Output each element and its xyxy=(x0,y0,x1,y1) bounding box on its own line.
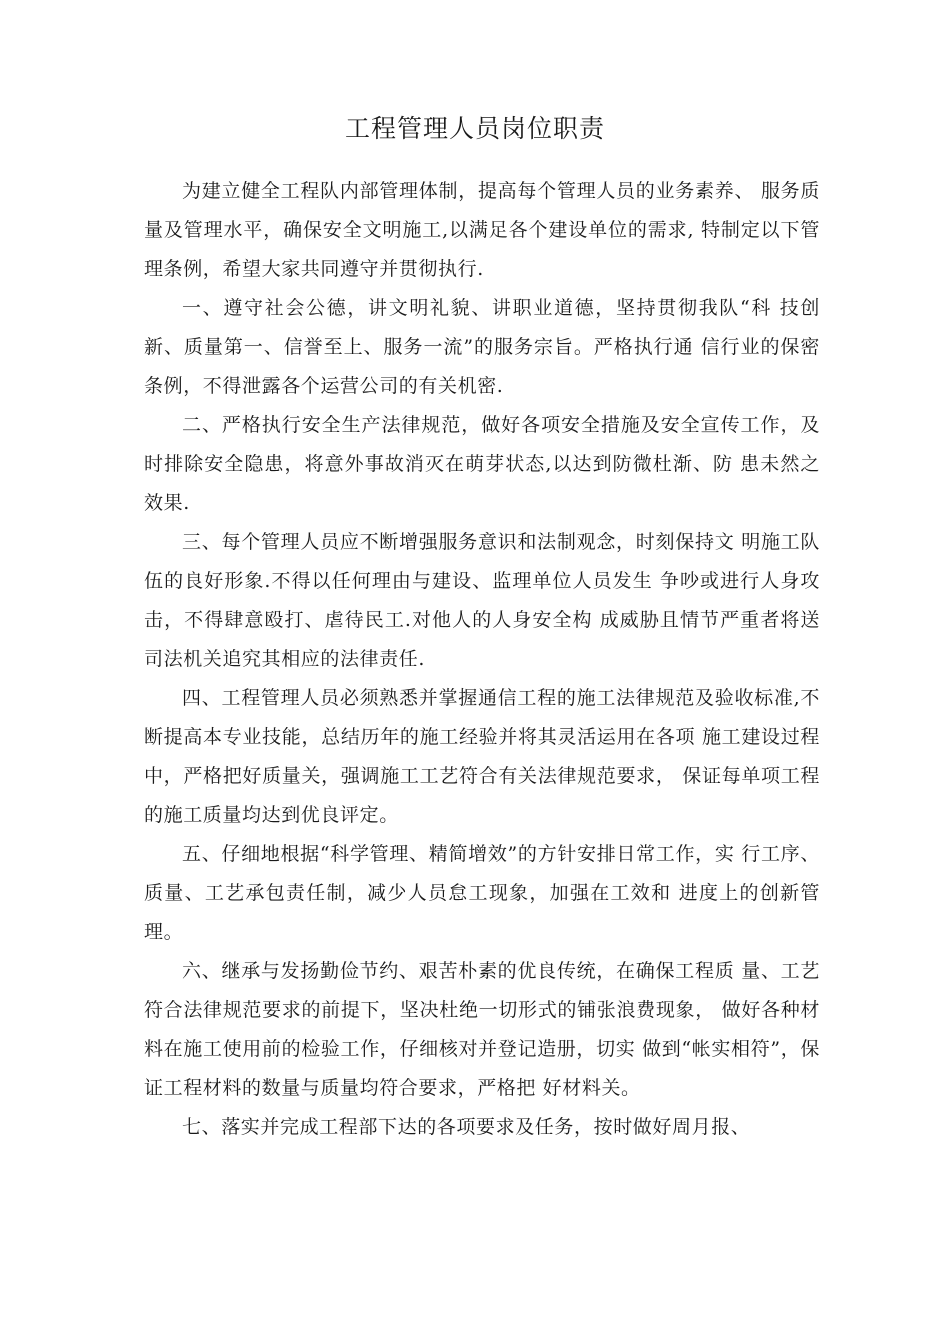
paragraph-article-7: 七、落实并完成工程部下达的各项要求及任务，按时做好周月报、 xyxy=(182,1116,751,1138)
paragraph-intro: 为建立健全工程队内部管理体制，提高每个管理人员的业务素养、 服务质量及管理水平，确保安全文明施工,以满足各个建设单位的需求, 特制定以下管理条例，希望大家共同遵守并贯彻执行. xyxy=(144,180,820,280)
document-title: 工程管理人员岗位职责 xyxy=(344,114,605,143)
document-body xyxy=(144,172,820,1147)
paragraph-article-1: 一、遵守社会公德，讲文明礼貌、讲职业道德，坚持贯彻我队“科 技创新、质量第一、信誉至上、服务一流”的服务宗旨。严格执行通 信行业的保密条例，不得泄露各个运营公司的有关机密. xyxy=(144,297,820,397)
paragraph-article-4: 四、工程管理人员必须熟悉并掌握通信工程的施工法律规范及验收标准,不断提高本专业技能，总结历年的施工经验并将其灵活运用在各项 施工建设过程中，严格把好质量关，强调施工工艺符合有关法律规范要求， 保证每单项工程的施工质量均达到优良评定。 xyxy=(144,687,820,826)
paragraph-article-3: 三、每个管理人员应不断增强服务意识和法制观念，时刻保持文 明施工队伍的良好形象.不得以任何理由与建设、监理单位人员发生 争吵或进行人身攻击，不得肆意殴打、虐待民工.对他人的人身安全构 成威胁且情节严重者将送司法机关追究其相应的法律责任. xyxy=(144,531,820,670)
paragraph-article-2: 二、严格执行安全生产法律规范，做好各项安全措施及安全宣传工作，及时排除安全隐患，将意外事故消灭在萌芽状态,以达到防微杜渐、防 患未然之效果. xyxy=(144,414,820,514)
paragraph-article-6: 六、继承与发扬勤俭节约、艰苦朴素的优良传统，在确保工程质 量、工艺符合法律规范要求的前提下，坚决杜绝一切形式的铺张浪费现象， 做好各种材料在施工使用前的检验工作，仔细核对并登记造册，切实 做到“帐实相符”，保证工程材料的数量与质量均符合要求，严格把 好材料关。 xyxy=(144,960,820,1099)
paragraph-article-5: 五、仔细地根据“科学管理、精简增效”的方针安排日常工作，实 行工序、质量、工艺承包责任制，减少人员怠工现象，加强在工效和 进度上的创新管理。 xyxy=(144,843,820,943)
